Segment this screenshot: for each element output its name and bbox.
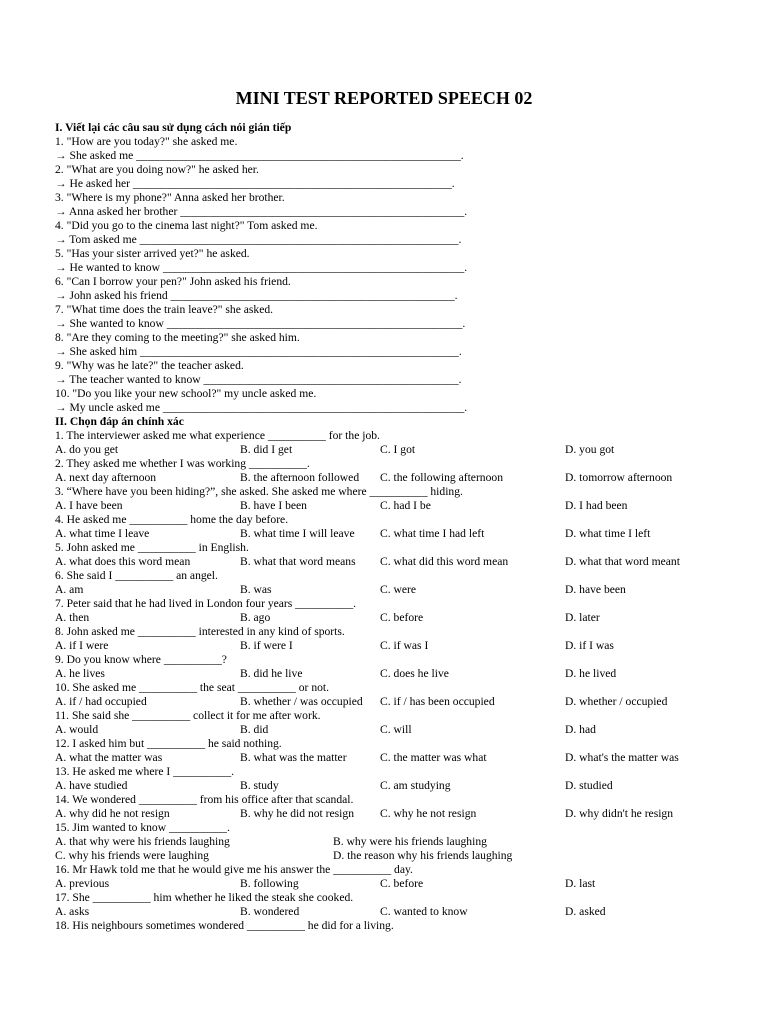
mc-option: B. wondered	[240, 905, 300, 918]
mc-option: B. what was the matter	[240, 751, 347, 764]
mc-option: C. am studying	[380, 779, 451, 792]
mc-options-row	[55, 751, 745, 765]
rewrite-question: 10. "Do you like your new school?" my uncle asked me.	[55, 387, 317, 400]
section-heading-rewrite: I. Viết lại các câu sau sử dụng cách nói gián tiếp	[55, 121, 292, 134]
mc-option: D. if I was	[565, 639, 614, 652]
worksheet-content	[55, 121, 745, 933]
mc-options-row	[55, 723, 745, 737]
rewrite-question: 9. "Why was he late?" the teacher asked.	[55, 359, 244, 372]
mc-option: A. he lives	[55, 667, 105, 680]
mc-option: C. why his friends were laughing	[55, 849, 209, 862]
mc-option: A. previous	[55, 877, 110, 890]
mc-option: D. asked	[565, 905, 606, 918]
mc-options-row	[55, 639, 745, 653]
rewrite-question: 4. "Did you go to the cinema last night?" Tom asked me.	[55, 219, 318, 232]
mc-option: D. later	[565, 611, 600, 624]
rewrite-question: 6. "Can I borrow your pen?" John asked his friend.	[55, 275, 291, 288]
rewrite-answer-line: → John asked his friend _________________________________________________.	[55, 289, 458, 302]
mc-option: C. will	[380, 723, 412, 736]
mc-options-row	[55, 443, 745, 457]
mc-options-row	[55, 877, 745, 891]
mc-option: A. have studied	[55, 779, 128, 792]
mc-option: C. before	[380, 877, 424, 890]
mc-option: B. did I get	[240, 443, 293, 456]
mc-question: 2. They asked me whether I was working __________.	[55, 457, 310, 470]
mc-option: B. following	[240, 877, 299, 890]
mc-option: C. before	[380, 611, 424, 624]
mc-option: C. if was I	[380, 639, 429, 652]
rewrite-question: 2. "What are you doing now?" he asked her.	[55, 163, 259, 176]
rewrite-question: 1. "How are you today?" she asked me.	[55, 135, 238, 148]
page-title: MINI TEST REPORTED SPEECH 02	[235, 88, 533, 108]
mc-option: D. he lived	[565, 667, 617, 680]
rewrite-answer-line: → She wanted to know ___________________________________________________.	[55, 317, 466, 330]
mc-question: 14. We wondered __________ from his office after that scandal.	[55, 793, 354, 806]
mc-option: D. had	[565, 723, 596, 736]
rewrite-answer-line: → She asked him _______________________________________________________.	[55, 345, 462, 358]
mc-option: D. studied	[565, 779, 613, 792]
mc-options-row	[55, 471, 745, 485]
mc-option: C. the following afternoon	[380, 471, 503, 484]
mc-option: B. what time I will leave	[240, 527, 355, 540]
mc-option: B. what that word means	[240, 555, 356, 568]
mc-option: B. the afternoon followed	[240, 471, 360, 484]
rewrite-question: 8. "Are they coming to the meeting?" she asked him.	[55, 331, 300, 344]
mc-option: D. have been	[565, 583, 626, 596]
mc-options-row	[55, 849, 745, 863]
rewrite-answer-line: → She asked me ________________________________________________________.	[55, 149, 464, 162]
mc-option: C. wanted to know	[380, 905, 468, 918]
mc-option: A. why did he not resign	[55, 807, 170, 820]
mc-options-row	[55, 905, 745, 919]
mc-option: B. why were his friends laughing	[333, 835, 487, 848]
mc-options-row	[55, 499, 745, 513]
mc-question: 7. Peter said that he had lived in London four years __________.	[55, 597, 357, 610]
mc-options-row	[55, 555, 745, 569]
mc-option: B. if were I	[240, 639, 293, 652]
rewrite-answer-line: → My uncle asked me ____________________________________________________.	[55, 401, 468, 414]
mc-question: 8. John asked me __________ interested in any kind of sports.	[55, 625, 345, 638]
mc-option: D. what's the matter was	[565, 751, 679, 764]
mc-option: B. did	[240, 723, 269, 736]
mc-option: B. study	[240, 779, 279, 792]
mc-option: C. were	[380, 583, 417, 596]
mc-question: 1. The interviewer asked me what experience __________ for the job.	[55, 429, 380, 442]
mc-option: A. asks	[55, 905, 90, 918]
mc-question: 4. He asked me __________ home the day before.	[55, 513, 289, 526]
mc-question: 3. “Where have you been hiding?”, she asked. She asked me where __________ hiding.	[55, 485, 463, 498]
mc-option: D. tomorrow afternoon	[565, 471, 673, 484]
mc-option: B. was	[240, 583, 272, 596]
rewrite-answer-line: → Tom asked me _______________________________________________________.	[55, 233, 462, 246]
mc-question: 17. She __________ him whether he liked the steak she cooked.	[55, 891, 354, 904]
mc-option: D. the reason why his friends laughing	[333, 849, 513, 862]
mc-option: A. what time I leave	[55, 527, 150, 540]
mc-option: B. whether / was occupied	[240, 695, 363, 708]
mc-option: D. what that word meant	[565, 555, 680, 568]
rewrite-question: 3. "Where is my phone?" Anna asked her brother.	[55, 191, 285, 204]
mc-option: C. had I be	[380, 499, 431, 512]
mc-options-row	[55, 779, 745, 793]
mc-option: C. why he not resign	[380, 807, 477, 820]
mc-option: D. you got	[565, 443, 615, 456]
mc-option: B. did he live	[240, 667, 303, 680]
mc-question: 13. He asked me where I __________.	[55, 765, 235, 778]
mc-option: B. why he did not resign	[240, 807, 354, 820]
mc-question: 12. I asked him but __________ he said nothing.	[55, 737, 282, 750]
mc-option: A. if I were	[55, 639, 109, 652]
mc-option: C. what did this word mean	[380, 555, 509, 568]
mc-option: D. what time I left	[565, 527, 651, 540]
rewrite-answer-line: → The teacher wanted to know ____________________________________________.	[55, 373, 462, 386]
mc-question: 10. She asked me __________ the seat __________ or not.	[55, 681, 330, 694]
rewrite-question: 5. "Has your sister arrived yet?" he asked.	[55, 247, 250, 260]
mc-option: C. what time I had left	[380, 527, 485, 540]
mc-option: A. that why were his friends laughing	[55, 835, 230, 848]
mc-option: A. do you get	[55, 443, 119, 456]
mc-option: A. what does this word mean	[55, 555, 191, 568]
mc-option: A. I have been	[55, 499, 123, 512]
mc-question: 18. His neighbours sometimes wondered __________ he did for a living.	[55, 919, 394, 932]
mc-options-row	[55, 667, 745, 681]
mc-option: A. then	[55, 611, 90, 624]
mc-option: D. I had been	[565, 499, 628, 512]
mc-options-row	[55, 611, 745, 625]
rewrite-question: 7. "What time does the train leave?" she asked.	[55, 303, 274, 316]
rewrite-answer-line: → He wanted to know ____________________________________________________.	[55, 261, 468, 274]
mc-option: C. if / has been occupied	[380, 695, 495, 708]
mc-question: 5. John asked me __________ in English.	[55, 541, 249, 554]
mc-option: A. what the matter was	[55, 751, 163, 764]
mc-options-row	[55, 807, 745, 821]
section-heading-multiple-choice: II. Chọn đáp án chính xác	[55, 415, 184, 428]
mc-options-row	[55, 583, 745, 597]
rewrite-answer-line: → He asked her _______________________________________________________.	[55, 177, 455, 190]
mc-option: C. the matter was what	[380, 751, 487, 764]
mc-options-row	[55, 695, 745, 709]
mc-option: B. have I been	[240, 499, 307, 512]
mc-option: D. last	[565, 877, 596, 890]
mc-option: D. why didn't he resign	[565, 807, 674, 820]
mc-option: A. am	[55, 583, 84, 596]
mc-option: C. I got	[380, 443, 416, 456]
mc-option: C. does he live	[380, 667, 449, 680]
mc-question: 6. She said I __________ an angel.	[55, 569, 218, 582]
mc-question: 9. Do you know where __________?	[55, 653, 227, 666]
mc-option: D. whether / occupied	[565, 695, 668, 708]
mc-option: B. ago	[240, 611, 271, 624]
mc-question: 16. Mr Hawk told me that he would give me his answer the __________ day.	[55, 863, 413, 876]
mc-options-row	[55, 527, 745, 541]
rewrite-answer-line: → Anna asked her brother _________________________________________________.	[55, 205, 468, 218]
mc-option: A. would	[55, 723, 99, 736]
mc-question: 11. She said she __________ collect it for me after work.	[55, 709, 321, 722]
mc-option: A. next day afternoon	[55, 471, 157, 484]
mc-options-row	[55, 835, 745, 849]
mc-option: A. if / had occupied	[55, 695, 147, 708]
mc-question: 15. Jim wanted to know __________.	[55, 821, 230, 834]
